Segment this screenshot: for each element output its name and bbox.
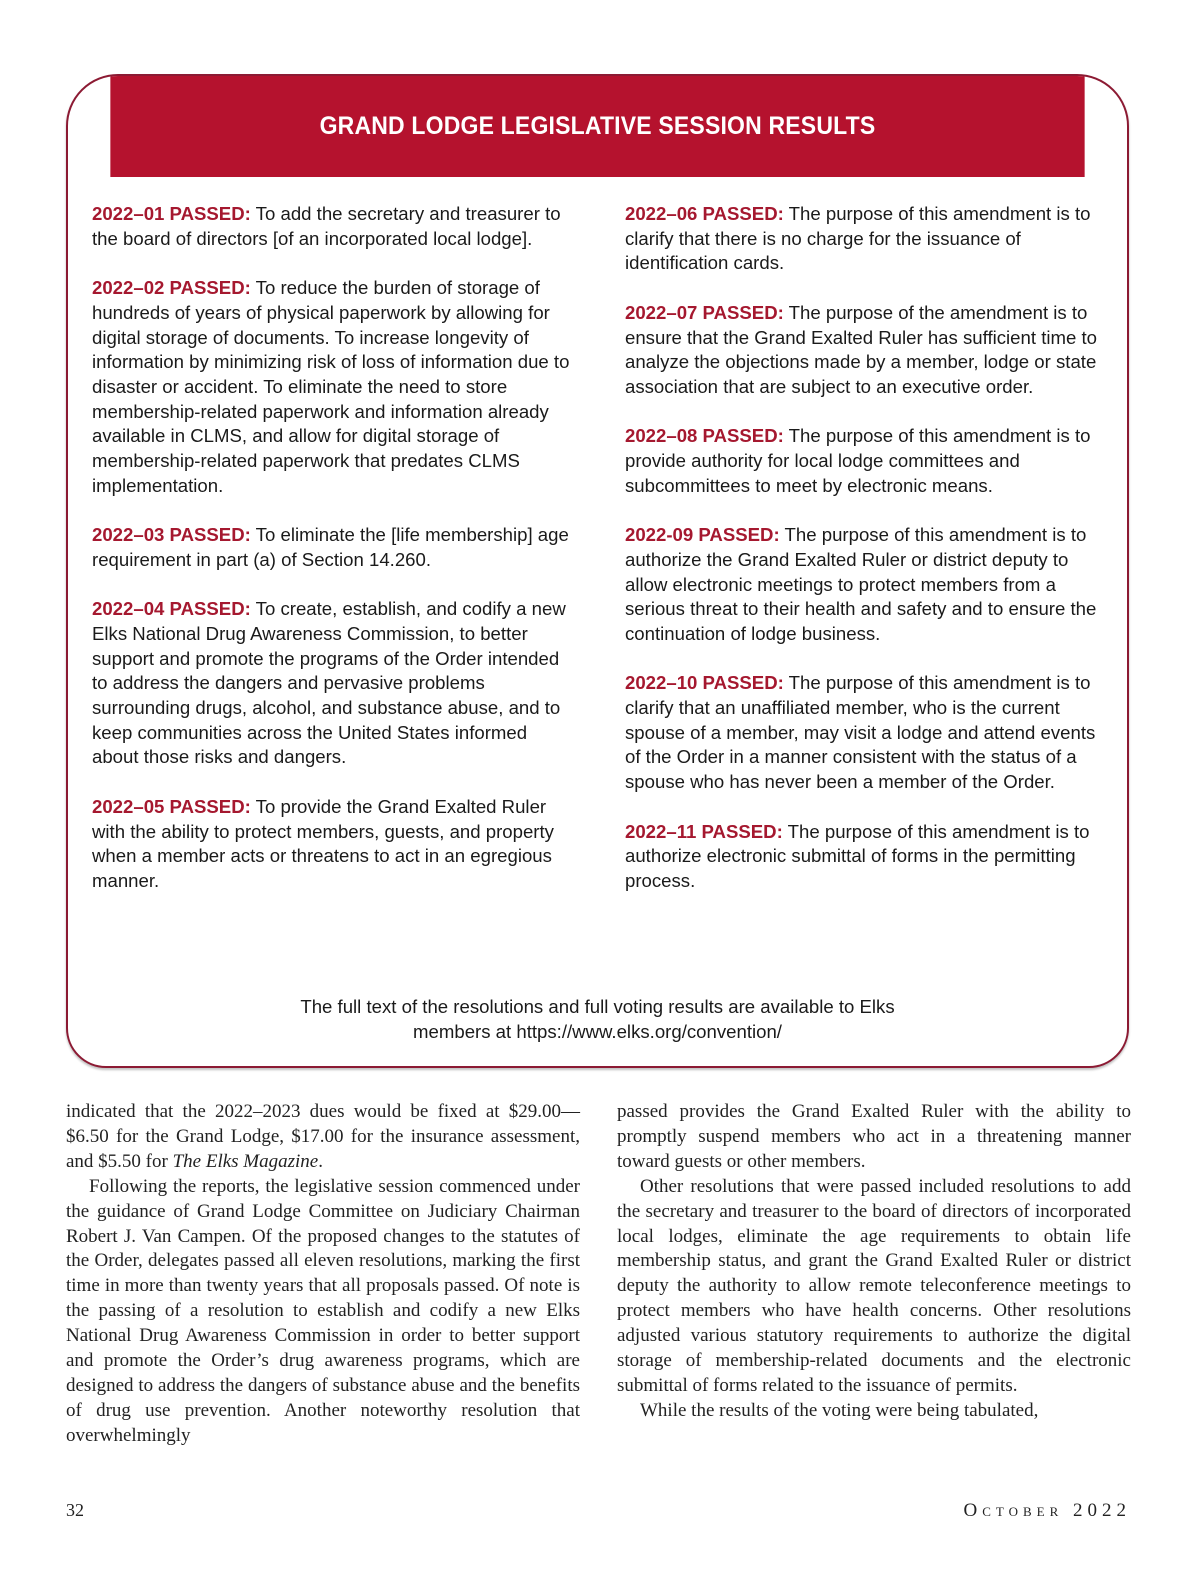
resolution-item (92, 276, 570, 498)
article-body (66, 1100, 1131, 1449)
resolution-label: 2022–02 PASSED: (92, 277, 251, 299)
article-column-right (617, 1100, 1131, 1449)
resolution-item (92, 202, 570, 251)
paragraph (66, 1100, 580, 1175)
resolution-label: 2022–07 PASSED: (625, 301, 784, 323)
resolution-text: The purpose of this amendment is to authorize the Grand Exalted Ruler or district deputy to allow electronic meetings to protect members from a serious threat to their health and safety and to ensure the continuation of lodge business. (625, 524, 1097, 644)
left-resolutions-column (92, 202, 570, 918)
resolution-text: The purpose of the amendment is to ensure that the Grand Exalted Ruler has sufficient time to analyze the objections made by a member, lodge or state association that are subject to an executive order. (625, 301, 1097, 397)
resolution-text: To create, establish, and codify a new Elks National Drug Awareness Commission, to better support and promote the programs of the Order intended to address the dangers and pervasive problems surrounding drugs, alcohol, and substance abuse, and to keep communities across the United States informed about those risks and dangers. (92, 598, 566, 768)
resolution-item (92, 523, 570, 572)
paragraph: Other resolutions that were passed included resolutions to add the secretary and treasurer to the board of directors of incorporated local lodges, eliminate the age requirements to obtain life membership status, and grant the Grand Exalted Ruler or district deputy the authority to allow remote teleconference meetings to protect members who have health concerns. Other resolutions adjusted various statutory requirements to authorize the digital storage of membership-related documents and the electronic submittal of forms related to the issuance of permits. (617, 1175, 1131, 1396)
resolution-label: 2022–11 PASSED: (625, 820, 783, 842)
resolution-label: 2022–10 PASSED: (625, 672, 784, 694)
resolution-item (625, 820, 1103, 894)
resolution-item (92, 795, 570, 894)
resolution-item (625, 671, 1103, 795)
right-resolutions-column (625, 202, 1103, 918)
paragraph-text: . (318, 1150, 323, 1172)
resolution-item (92, 597, 570, 770)
resolution-label: 2022–08 PASSED: (625, 425, 784, 447)
resolution-text: The purpose of this amendment is to clarify that there is no charge for the issuance of identification cards. (625, 203, 1091, 274)
resolution-text: The purpose of this amendment is to clarify that an unaffiliated member, who is the current spouse of a member, may visit a lodge and attend events of the Order in a manner consistent with the status of a spouse who has never been a member of the Order. (625, 672, 1096, 793)
resolution-text: To add the secretary and treasurer to the board of directors [of an incorporated local lodge]. (92, 203, 561, 249)
resolution-item (625, 301, 1103, 400)
article-column-left (66, 1100, 580, 1449)
magazine-title: The Elks Magazine (172, 1150, 319, 1172)
resolution-text: To provide the Grand Exalted Ruler with the ability to protect members, guests, and property when a member acts or threatens to act in an egregious manner. (92, 795, 554, 891)
resolution-text: The purpose of this amendment is to authorize electronic submittal of forms in the permitting process. (625, 820, 1090, 891)
note-line-2: members at https://www.elks.org/convention/ (413, 1021, 782, 1042)
resolution-label: 2022–01 PASSED: (92, 203, 251, 224)
paragraph: While the results of the voting were being tabulated, (640, 1399, 1039, 1421)
resolution-item (625, 202, 1103, 276)
issue-date: October 2022 (963, 1500, 1131, 1521)
box-title: GRAND LODGE LEGISLATIVE SESSION RESULTS (110, 76, 1084, 177)
resolution-text: To reduce the burden of storage of hundreds of years of physical paperwork by allowing for digital storage of documents. To increase longevity of information by minimizing risk of loss of information due to disaster or accident. To eliminate the need to store membership-related paperwork and information already available in CLMS, and allow for digital storage of membership-related paperwork that predates CLMS implementation. (92, 277, 570, 496)
resolution-item (625, 424, 1103, 498)
full-text-note (68, 994, 1127, 1044)
resolution-text: The purpose of this amendment is to provide authority for local lodge committees and subcommittees to meet by electronic means. (625, 425, 1091, 496)
resolution-label: 2022–04 PASSED: (92, 598, 251, 620)
resolution-label: 2022–03 PASSED: (92, 524, 251, 546)
resolution-item (625, 523, 1103, 647)
paragraph: passed provides the Grand Exalted Ruler with the ability to promptly suspend members who act in a threatening manner toward guests or other members. (617, 1101, 1131, 1172)
resolution-label: 2022–05 PASSED: (92, 795, 251, 817)
resolution-text: To eliminate the [life membership] age requirement in part (a) of Section 14.260. (92, 524, 569, 570)
page-number: 32 (66, 1500, 84, 1520)
paragraph-text: indicated that the 2022–2023 dues would be fixed at $29.00—$6.50 for the Grand Lodge, $17.00 for the insurance assessment, and $5.50 for (66, 1101, 580, 1172)
resolution-label: 2022-09 PASSED: (625, 524, 780, 546)
resolution-label: 2022–06 PASSED: (625, 203, 784, 224)
paragraph: Following the reports, the legislative session commenced under the guidance of Grand Lodge Committee on Judiciary Chairman Robert J. Van Campen. Of the proposed changes to the statutes of the Order, delegates passed all eleven resolutions, marking the first time in more than twenty years that all proposals passed. Of note is the passing of a resolution to establish and codify a new Elks National Drug Awareness Commission in order to better support and promote the Order’s drug awareness programs, which are designed to address the dangers of substance abuse and the benefits of drug use prevention. Another noteworthy resolution that overwhelmingly (66, 1175, 580, 1446)
note-line-1: The full text of the resolutions and full voting results are available to Elks (300, 996, 895, 1017)
legislative-results-box (66, 74, 1129, 1068)
